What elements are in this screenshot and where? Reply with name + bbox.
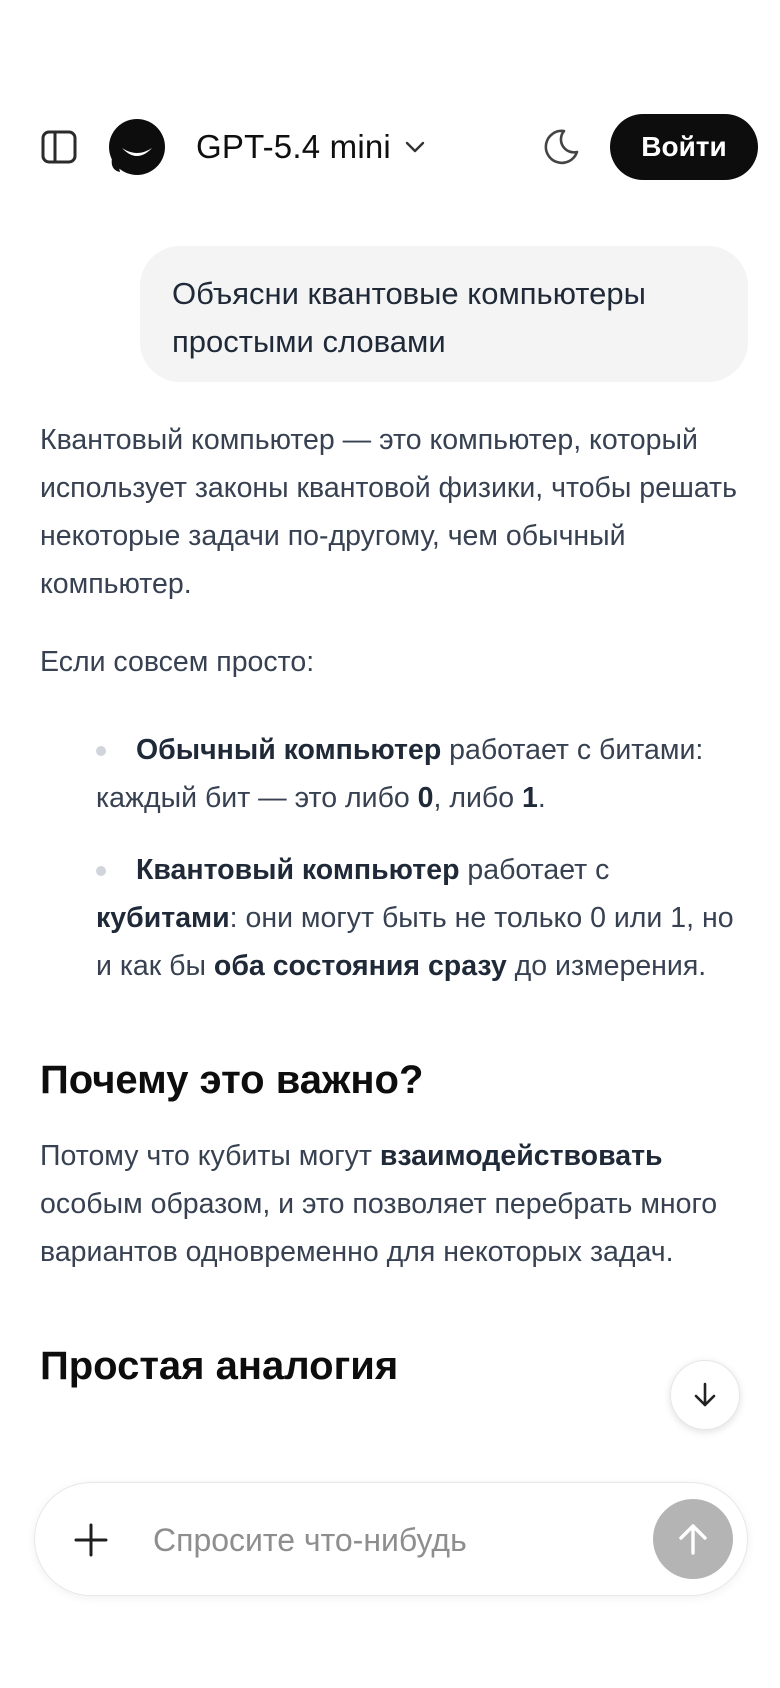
answer-intro: Квантовый компьютер — это компьютер, который использует законы квантовой физики, чтобы решать некоторые задачи по-другому, чем обычный компьютер.: [40, 424, 737, 600]
login-button[interactable]: Войти: [610, 114, 758, 180]
model-name: GPT-5.4 mini: [196, 128, 391, 165]
arrow-up-icon: [673, 1519, 713, 1559]
answer-simple: Если совсем просто:: [40, 646, 315, 678]
user-message-line: Объясни квантовые компьютеры: [172, 276, 646, 311]
list-item: [96, 846, 740, 990]
model-selector[interactable]: [196, 122, 427, 172]
sidebar-toggle-icon[interactable]: [40, 129, 80, 165]
text: , либо: [433, 782, 522, 814]
message-input[interactable]: [153, 1513, 553, 1567]
text: работает с битами: каждый бит — это либо: [96, 734, 704, 814]
top-bar: [0, 112, 780, 182]
chat-logo-icon: [108, 118, 166, 176]
plus-icon[interactable]: [71, 1520, 111, 1560]
bold-text: Обычный компьютер: [136, 734, 442, 766]
bold-text: 0: [417, 782, 434, 814]
bold-text: кубитами: [96, 902, 230, 934]
bold-text: 1: [522, 782, 538, 814]
heading-analogy: Простая аналогия: [40, 1344, 399, 1388]
message-composer: [34, 1482, 748, 1596]
text: : они могут быть не только 0 или 1, но и как бы: [96, 902, 734, 982]
bullet-dot: [96, 746, 106, 756]
text: особым образом, и это позволяет перебрать много вариантов одновременно для некоторых задач.: [40, 1188, 718, 1268]
text: работает с: [459, 854, 610, 886]
chevron-down-icon: [403, 135, 427, 159]
arrow-down-icon: [690, 1380, 720, 1410]
bold-text: взаимодействовать: [379, 1140, 663, 1172]
moon-icon[interactable]: [540, 126, 582, 168]
text: до измерения.: [506, 950, 707, 982]
bold-text: Квантовый компьютер: [136, 854, 460, 886]
user-message: [140, 246, 748, 382]
text: Потому что кубиты могут: [40, 1140, 380, 1172]
bold-text: оба состояния сразу: [213, 950, 507, 982]
bullet-dot: [96, 866, 106, 876]
heading-why: Почему это важно?: [40, 1058, 424, 1102]
user-message-line: простыми словами: [172, 324, 446, 359]
text: .: [537, 782, 546, 814]
scroll-to-bottom-button[interactable]: [670, 1360, 740, 1430]
answer-why: [40, 1132, 740, 1276]
bullet-list: [40, 726, 740, 990]
assistant-answer: [40, 416, 740, 1392]
list-item: [96, 726, 740, 822]
send-button[interactable]: [653, 1499, 733, 1579]
